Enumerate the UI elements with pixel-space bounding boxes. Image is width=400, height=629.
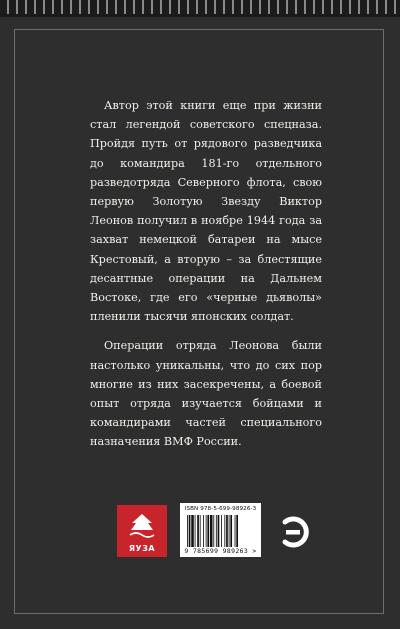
blurb-paragraph-1: Автор этой книги еще при жизни стал легендой советского спецназа. Пройдя путь от рядового разведчика до командира 181-го отдельного разведотряда Северного флота, свою первую Золотую Звезду Виктор Леонов получил в ноябре 1944 года за захват немецкой батареи на мысе Крестовый, а вторую – за блестящие десантные операции на Дальнем Востоке, где его «черные дьяволы» пленили тысячи японских солдат. [90,99,322,324]
blurb-paragraph-2: Операции отряда Леонова были настолько уникальны, что до сих пор многие из них засекречены, а боевой опыт отряда изучается бойцами и командирами частей специального назначения ВМФ России. [90,339,322,449]
barcode-bar [236,515,238,547]
publisher-name: ЯУЗА [128,544,156,553]
barcode-bar [189,515,191,547]
barcode-bar [230,515,232,547]
isbn-text: ISBN 978-5-699-98926-3 [184,506,257,512]
barcode-bar [210,515,213,547]
barcode-bar [197,515,199,547]
barcode-bar [206,515,207,547]
barcode-bar [216,515,217,547]
barcode-bar [218,515,220,547]
barcode-bar [224,515,225,547]
top-stripe-border [0,0,400,14]
barcode-bar [229,515,230,547]
eksmo-logo-icon [275,513,313,551]
stripe-shadow [0,14,400,17]
barcode-bar [226,515,228,547]
barcode-bar [221,515,222,547]
barcode-bar [195,515,196,547]
yauza-logo-icon [126,511,158,541]
isbn-barcode [180,503,261,557]
barcode-number: 9 785699 989263 > [184,547,257,555]
barcode-bar [187,515,188,547]
publisher-logo [117,505,167,557]
barcode-bar [191,515,194,547]
barcode-bar [203,515,204,547]
back-cover-blurb [90,96,322,462]
barcode-bar [207,515,209,547]
barcode-bar [200,515,201,547]
barcode-bar [235,515,236,547]
barcode-bar [213,515,214,547]
barcode-bars [187,515,254,547]
